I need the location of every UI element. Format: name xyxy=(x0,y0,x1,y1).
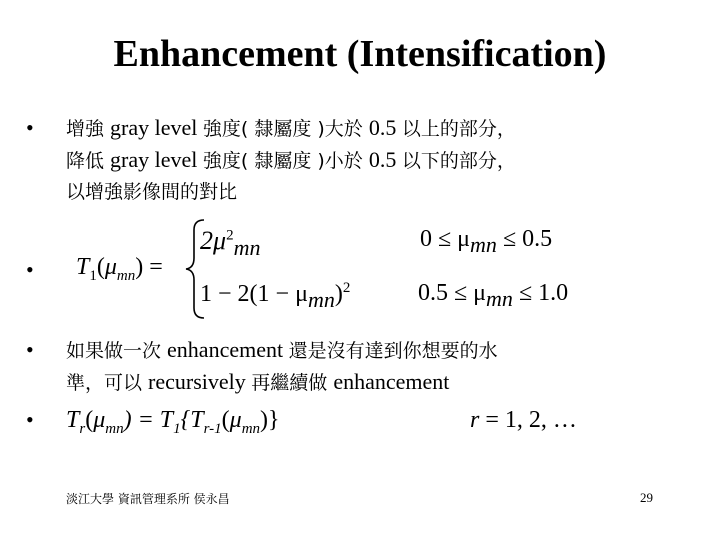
bullet-1-line-3: 以增強影像間的對比 xyxy=(66,181,238,203)
text-cjk: 降低 xyxy=(66,150,111,172)
rec-T: T xyxy=(66,407,80,433)
text-cjk: 強度( 隸屬度 )小於 xyxy=(202,150,369,172)
rec-r-sub: r xyxy=(79,420,86,437)
mn-sub: mn xyxy=(470,231,497,257)
rec-close: )} xyxy=(260,407,280,433)
formula-T: T xyxy=(76,254,90,280)
text-cjk: 再繼續做 xyxy=(251,372,334,394)
page-number: 29 xyxy=(640,490,653,505)
case-2-cond-end: ≤ 1.0 xyxy=(512,280,569,306)
bullet-marker-2: • xyxy=(26,257,34,282)
case-1-expr: 2μ xyxy=(200,226,227,255)
r-values xyxy=(470,404,577,436)
mu-symbol: μ xyxy=(93,407,106,433)
mn-sub: mn xyxy=(241,420,261,437)
rec-rminus1-sub: r-1 xyxy=(203,420,222,437)
bullet-3-line-1 xyxy=(66,334,498,367)
bullet-1-line-1 xyxy=(66,112,516,145)
case-2-condition xyxy=(418,280,568,312)
text-latin: 0.5 xyxy=(368,115,402,140)
bullet-3-line-2 xyxy=(66,366,449,399)
rec-eq: ) = T xyxy=(123,407,174,433)
mn-sub: mn xyxy=(233,235,261,261)
text-cjk: 還是沒有達到你想要的水 xyxy=(288,340,498,362)
case-2-cond: 0.5 ≤ μ xyxy=(418,280,487,306)
text-cjk: 準，可以 xyxy=(66,372,149,394)
case-1-cond-end: ≤ 0.5 xyxy=(496,226,553,252)
mu-symbol: μ xyxy=(229,407,242,433)
text-cjk: 以下的部分， xyxy=(401,150,516,172)
text-latin: enhancement xyxy=(333,369,450,394)
bullet-marker-1: • xyxy=(26,115,34,140)
mn-sub: mn xyxy=(105,420,124,437)
text-latin: 0.5 xyxy=(368,147,402,172)
rec-open: ( xyxy=(85,407,94,433)
text-cjk: 增強 xyxy=(66,118,111,140)
bullet-1-line-2 xyxy=(66,144,516,177)
text-latin: gray level xyxy=(110,115,203,140)
bullet-marker-3: • xyxy=(26,337,34,362)
case-1-sup: 2 xyxy=(226,227,234,244)
case-1-cond: 0 ≤ μ xyxy=(420,226,471,252)
r-label: r xyxy=(470,407,480,433)
case-1-expression xyxy=(200,226,260,261)
case-2-expr-b: ) xyxy=(334,281,343,307)
text-cjk: 如果做一次 xyxy=(66,340,168,362)
rec-open-2: ( xyxy=(221,407,230,433)
r-values-text: = 1, 2, … xyxy=(479,407,577,433)
mn-sub: mn xyxy=(307,286,335,312)
mn-sub: mn xyxy=(116,267,136,284)
rec-brace: {T xyxy=(180,407,204,433)
mu-symbol: μ xyxy=(104,254,117,280)
case-1-condition xyxy=(420,226,552,258)
formula-close: ) = xyxy=(135,254,163,280)
recursion-formula xyxy=(66,404,280,445)
text-latin: gray level xyxy=(110,147,203,172)
text-latin: recursively xyxy=(148,369,252,394)
bullet-marker-4: • xyxy=(26,407,34,432)
slide-title: Enhancement (Intensification) xyxy=(113,33,607,75)
mn-sub: mn xyxy=(486,285,513,311)
formula-lhs xyxy=(76,254,163,285)
formula-open: ( xyxy=(96,254,105,280)
text-cjk: 強度( 隸屬度 )大於 xyxy=(202,118,369,140)
footer-affiliation: 淡江大學 資訊管理系所 侯永昌 xyxy=(66,492,230,506)
text-cjk: 以上的部分， xyxy=(401,118,516,140)
case-2-expression xyxy=(200,280,350,313)
rec-1-sub: 1 xyxy=(173,420,181,437)
case-2-expr-a: 1 − 2(1 − μ xyxy=(200,281,308,307)
text-latin: enhancement xyxy=(167,337,289,362)
case-2-sup: 2 xyxy=(342,280,351,296)
formula-T-sub: 1 xyxy=(89,267,97,284)
